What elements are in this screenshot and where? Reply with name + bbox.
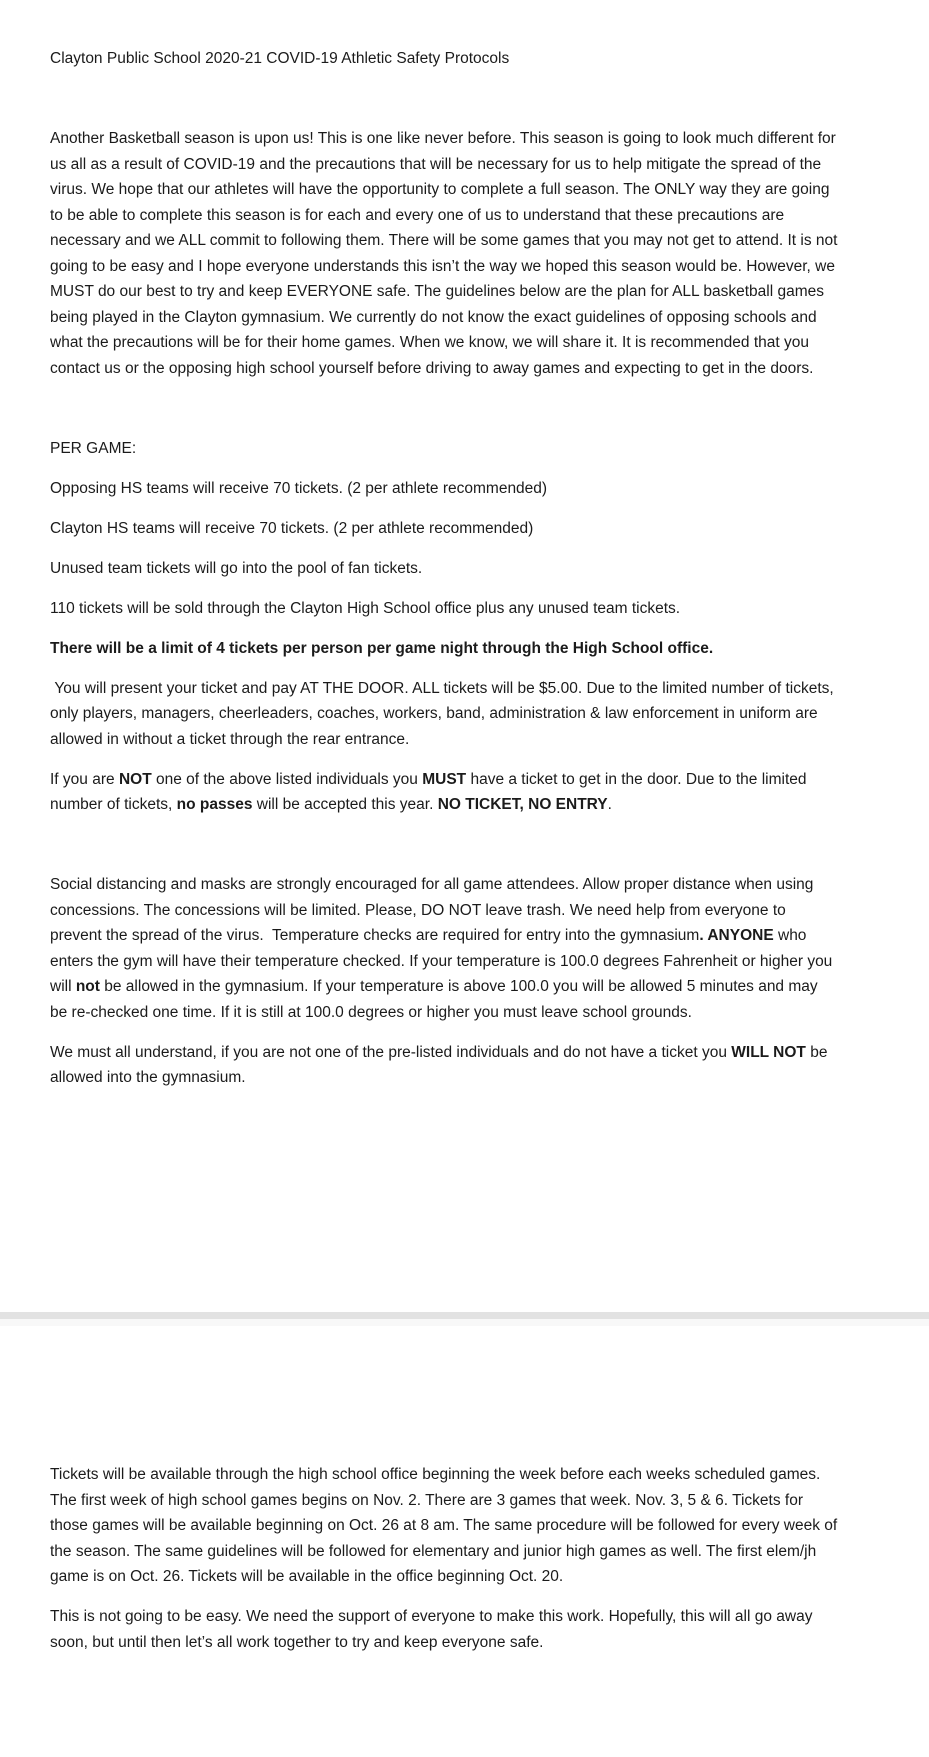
ticket-required-paragraph — [50, 767, 838, 818]
text-run: Clayton HS teams will receive 70 tickets. (2 per athlete recommended) — [50, 519, 534, 537]
door-payment-paragraph — [50, 676, 838, 753]
bold-text-run: not — [75, 978, 100, 995]
text-run: 110 tickets will be sold through the Clayton High School office plus any unused team tickets. — [50, 599, 681, 617]
text-run: . — [607, 796, 612, 813]
text-run: who enters the gym will have their temperature checked. If your temperature is 100.0 degrees Fahrenheit or higher you will — [50, 927, 837, 995]
page-2 — [0, 1326, 929, 1757]
page-2-body — [50, 1462, 878, 1655]
clayton-tickets-line — [50, 516, 838, 542]
text-run: Unused team tickets will go into the pool of fan tickets. — [50, 559, 423, 577]
bold-text-run: no passes — [176, 796, 253, 813]
final-warning-paragraph — [50, 1040, 838, 1091]
blank-line — [50, 832, 838, 858]
text-run: We must all understand, if you are not one of the pre-listed individuals and do not have a ticket you — [50, 1043, 732, 1061]
text-run: be allowed in the gymnasium. If your temperature is above 100.0 you will be allowed 5 minutes and may be re-checked one time. If it is still at 100.0 degrees or higher you must leave school grounds. — [50, 978, 822, 1021]
bold-text-run: MUST — [422, 770, 467, 788]
text-run: This is not going to be easy. We need the support of everyone to make this work. Hopefully, this will all go away soon, but until then let’s all work together to try and keep everyone safe. — [50, 1608, 817, 1651]
office-tickets-line — [50, 596, 838, 622]
ticket-availability-paragraph — [50, 1462, 842, 1590]
bold-text-run: There will be a limit of 4 tickets per person per game night through the High School office. — [50, 639, 714, 657]
document-title: Clayton Public School 2020-21 COVID-19 Athletic Safety Protocols — [50, 50, 510, 67]
opposing-tickets-line — [50, 476, 838, 502]
closing-paragraph — [50, 1604, 838, 1655]
text-run: one of the above listed individuals you — [151, 770, 423, 788]
text-run: have a ticket to get in the door. Due to the limited number of tickets, — [50, 770, 811, 813]
social-distancing-paragraph — [50, 872, 838, 1025]
ticket-limit-line — [50, 636, 838, 662]
text-run: Another Basketball season is upon us! This is one like never before. This season is going to look much different for us all as a result of COVID-19 and the precautions that will be necessary for us to help mitigate the spread of the virus. We hope that our athletes will have the opportunity to complete a full season. The ONLY way they are going to be able to complete this season is for each and every one of us to understand that these precautions are necessary and we ALL commit to following them. There will be some games that you may not get to attend. It is not going to be easy and I hope everyone understands this isn’t the way we hoped this season would be. However, we MUST do our best to try and keep EVERYONE safe. The guidelines below are the plan for ALL basketball games being played in the Clayton gymnasium. We currently do not know the exact guidelines of opposing schools and what the precautions will be for their home games. When we know, we will share it. It is recommended that you contact us or the opposing high school yourself before driving to away games and expecting to get in the doors. — [50, 130, 842, 377]
page-break-shadow — [0, 1319, 929, 1326]
blank-line — [50, 396, 838, 422]
bold-text-run: . ANYONE — [699, 927, 774, 944]
text-run: Social distancing and masks are strongly encouraged for all game attendees. Allow proper distance when using concessions. The concessions will be limited. Please, DO NOT leave trash. We need help from everyone to prevent the spread of the virus. Temperature checks are required for entry into the gymnasium — [50, 876, 818, 944]
bold-text-run: NOT — [118, 770, 152, 788]
unused-tickets-line — [50, 556, 838, 582]
text-run: be allowed into the gymnasium. — [50, 1043, 832, 1086]
text-run: PER GAME: — [50, 439, 137, 457]
bold-text-run: NO TICKET, NO ENTRY — [437, 796, 608, 813]
intro-paragraph — [50, 126, 842, 381]
text-run: Tickets will be available through the high school office beginning the week before each weeks scheduled games. The first week of high school games begins on Nov. 2. There are 3 games that week. Nov. 3, 5 & 6. Tickets for those games will be available beginning on Oct. 26 at 8 am. The same procedure will be followed for every week of the season. The same guidelines will be followed for elementary and junior high games as well. The first elem/jh game is on Oct. 26. Tickets will be available in the office beginning Oct. 20. — [50, 1466, 842, 1585]
text-run: If you are — [50, 770, 119, 788]
per-game-heading — [50, 436, 838, 462]
page-break-band — [0, 1312, 929, 1319]
page-1-body — [50, 86, 878, 1091]
text-run: will be accepted this year. — [252, 796, 438, 813]
text-run: Opposing HS teams will receive 70 tickets. (2 per athlete recommended) — [50, 479, 548, 497]
bold-text-run: WILL NOT — [731, 1043, 806, 1061]
text-run: You will present your ticket and pay AT THE DOOR. ALL tickets will be $5.00. Due to the limited number of tickets, only players, managers, cheerleaders, coaches, workers, band, administration & law enforcement in uniform are allowed in without a ticket through the rear entrance. — [50, 679, 839, 748]
blank-line — [50, 86, 838, 112]
